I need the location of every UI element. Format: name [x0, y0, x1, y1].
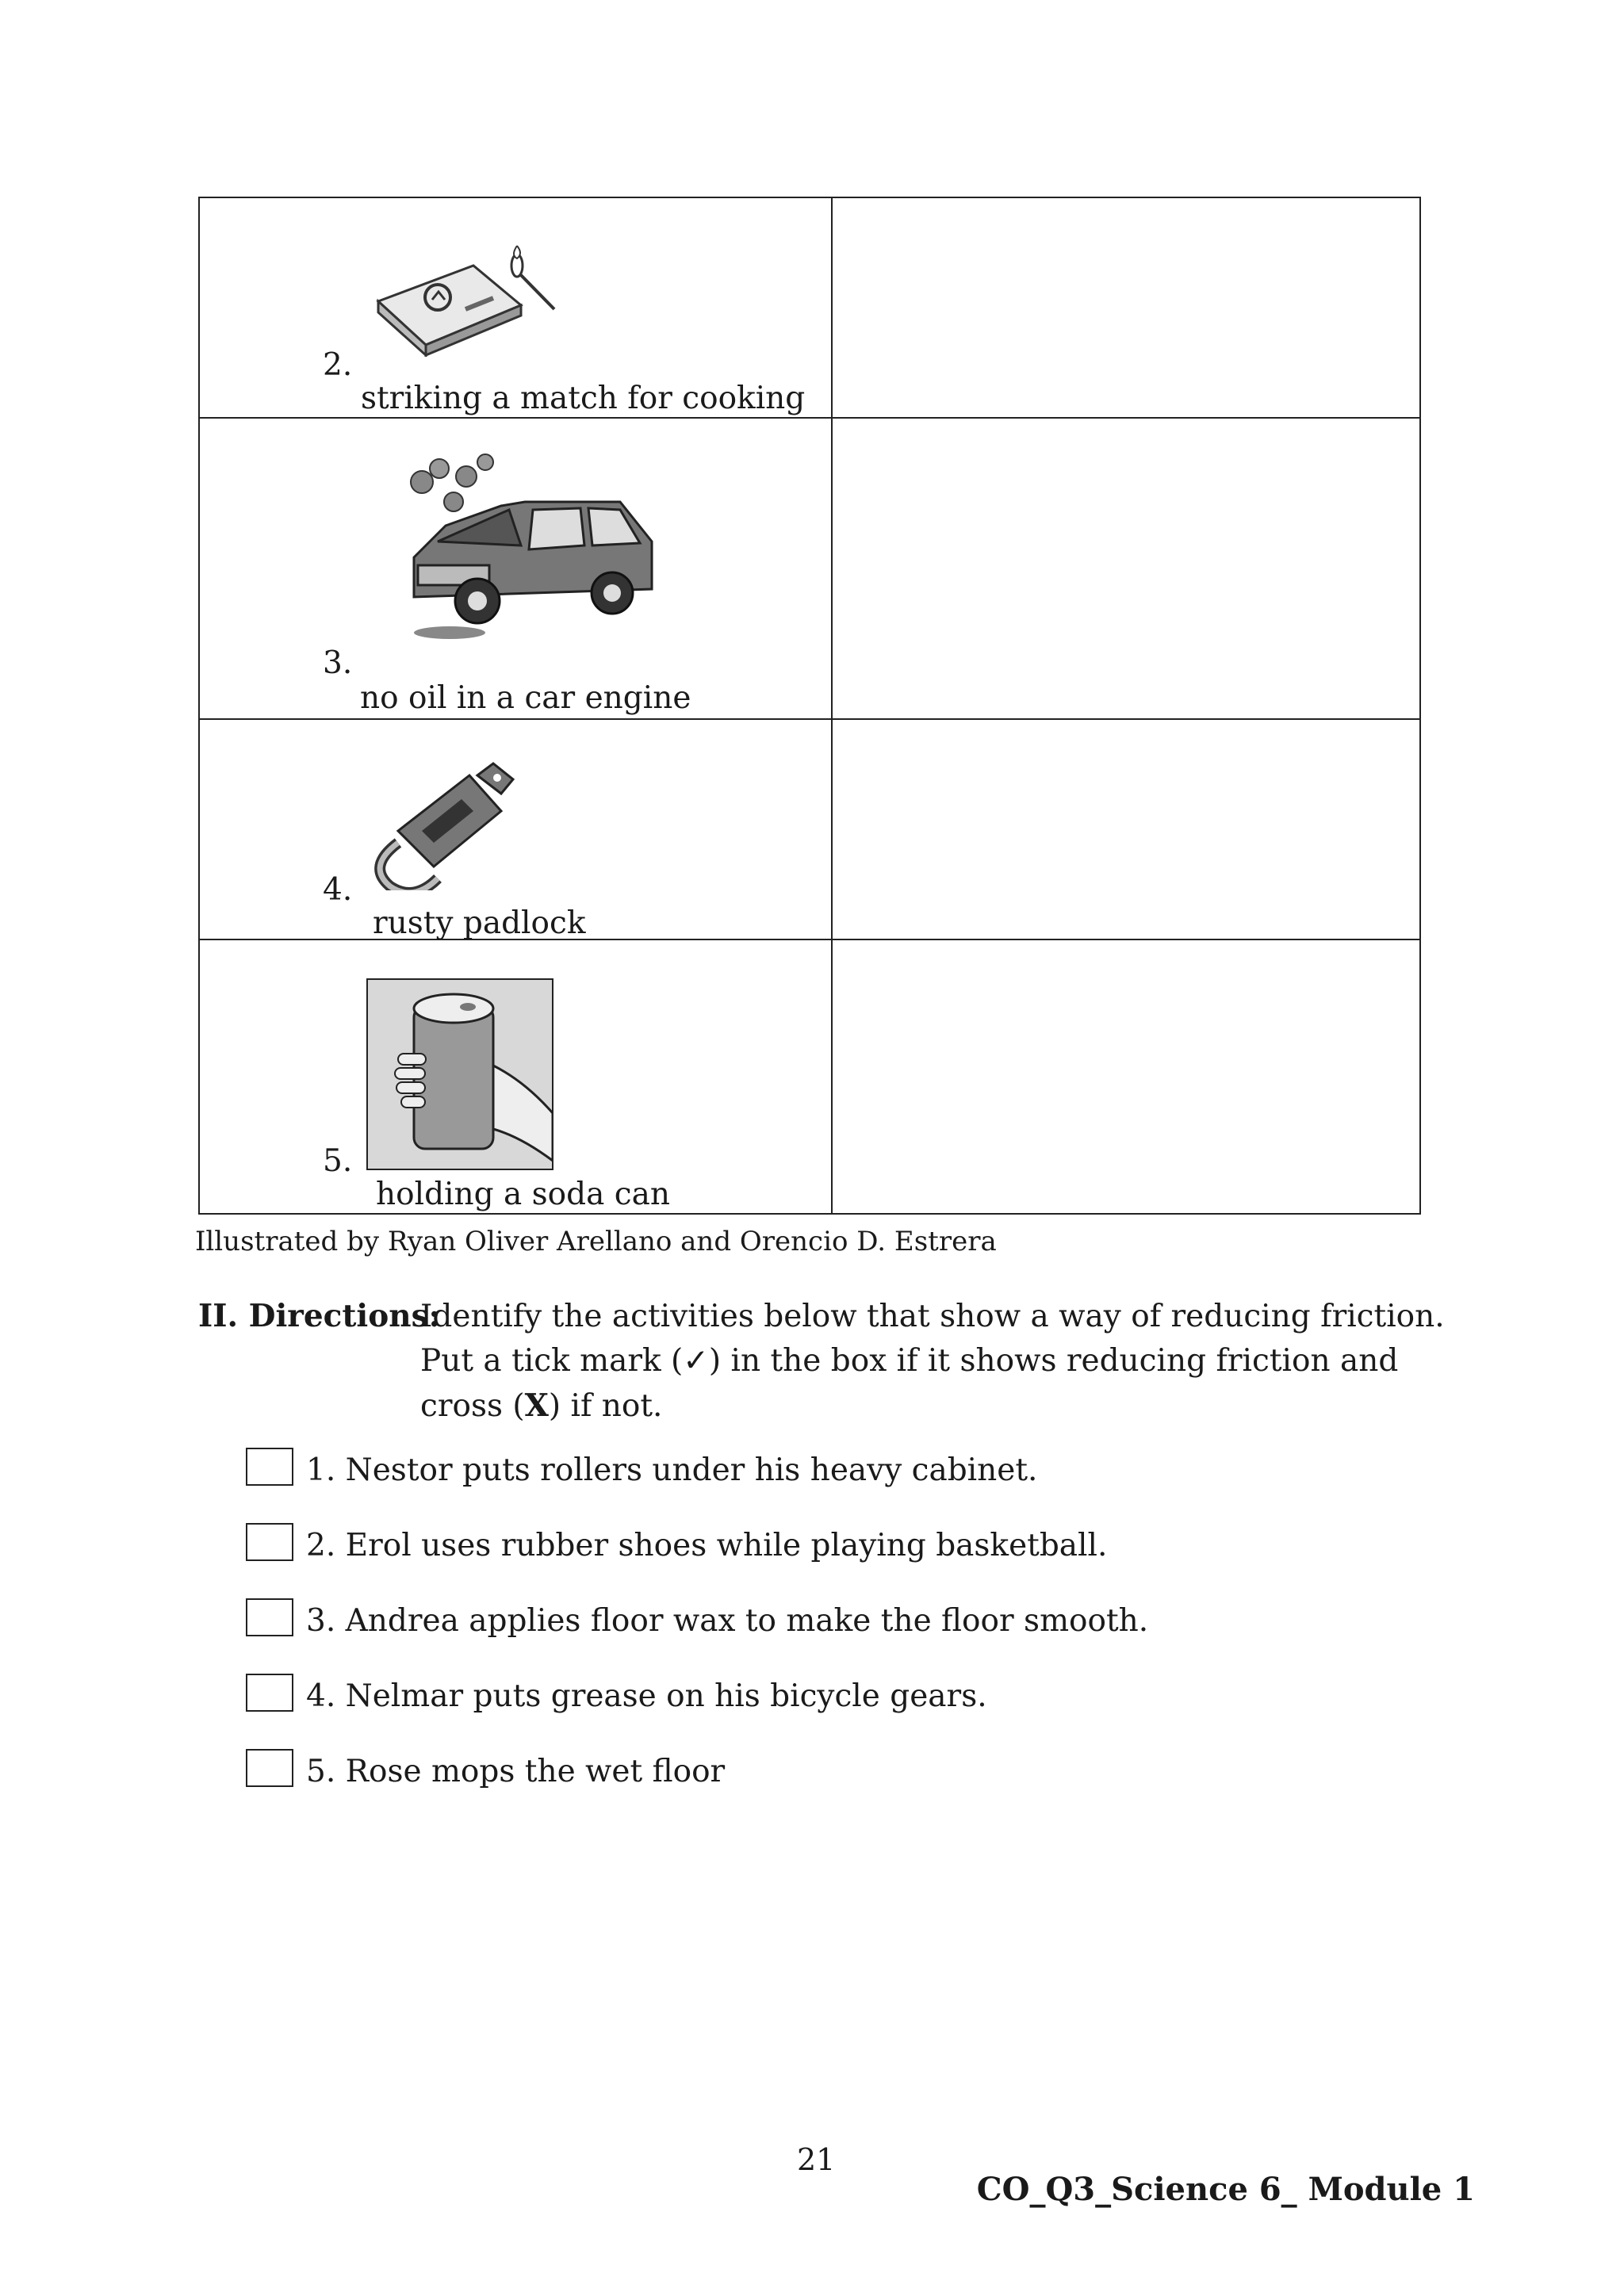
padlock-icon — [366, 756, 517, 890]
item-caption: rusty padlock — [373, 905, 586, 941]
item-cell — [199, 939, 832, 1214]
checklist-text: 1. Nestor puts rollers under his heavy cabinet. — [306, 1452, 1038, 1488]
answer-checkbox[interactable] — [246, 1448, 293, 1486]
item-cell — [199, 418, 832, 719]
item-number: 5. — [323, 1143, 353, 1179]
table-row — [199, 418, 1420, 719]
answer-cell[interactable] — [832, 939, 1420, 1214]
checklist-text: 3. Andrea applies floor wax to make the floor smooth. — [306, 1603, 1149, 1639]
answer-checkbox[interactable] — [246, 1523, 293, 1561]
item-number: 4. — [323, 872, 353, 908]
module-code: CO_Q3_Science 6_ Module 1 — [976, 2171, 1475, 2208]
table-row — [199, 939, 1420, 1214]
table-row — [199, 719, 1420, 939]
answer-cell[interactable] — [832, 197, 1420, 418]
item-cell — [199, 719, 832, 939]
activity-table — [198, 197, 1421, 1215]
item-number: 3. — [323, 645, 353, 681]
checklist-text: 5. Rose mops the wet floor — [306, 1754, 726, 1789]
answer-checkbox[interactable] — [246, 1598, 293, 1636]
answer-checkbox[interactable] — [246, 1749, 293, 1787]
car-icon — [390, 438, 660, 645]
item-cell — [199, 197, 832, 418]
matchbox-icon — [362, 230, 561, 357]
answer-checkbox[interactable] — [246, 1674, 293, 1712]
table-row — [199, 197, 1420, 418]
answer-cell[interactable] — [832, 719, 1420, 939]
directions-label: II. Directions: — [198, 1298, 440, 1334]
directions-text-part2: ) in the box if it shows reducing friction and cross ( — [420, 1343, 1399, 1424]
soda-can-icon — [366, 978, 553, 1170]
illustration-credit: Illustrated by Ryan Oliver Arellano and Orencio D. Estrera — [195, 1226, 997, 1257]
checklist-text: 4. Nelmar puts grease on his bicycle gears. — [306, 1678, 987, 1714]
item-caption: holding a soda can — [376, 1177, 670, 1212]
page-number: 21 — [797, 2142, 836, 2177]
directions-text-part3: ) if not. — [548, 1388, 663, 1424]
check-symbol: ✓ — [683, 1343, 709, 1379]
item-caption: no oil in a car engine — [360, 680, 691, 716]
answer-cell[interactable] — [832, 418, 1420, 719]
cross-symbol: X — [524, 1387, 549, 1424]
directions-text — [420, 1295, 1451, 1429]
directions-block — [198, 1294, 1451, 1429]
item-number: 2. — [323, 347, 353, 383]
directions-text-part1: Identify the activities below that show a way of reducing friction. Put a tick mark ( — [420, 1299, 1445, 1379]
item-caption: striking a match for cooking — [361, 381, 806, 416]
checklist-text: 2. Erol uses rubber shoes while playing basketball. — [306, 1528, 1108, 1563]
